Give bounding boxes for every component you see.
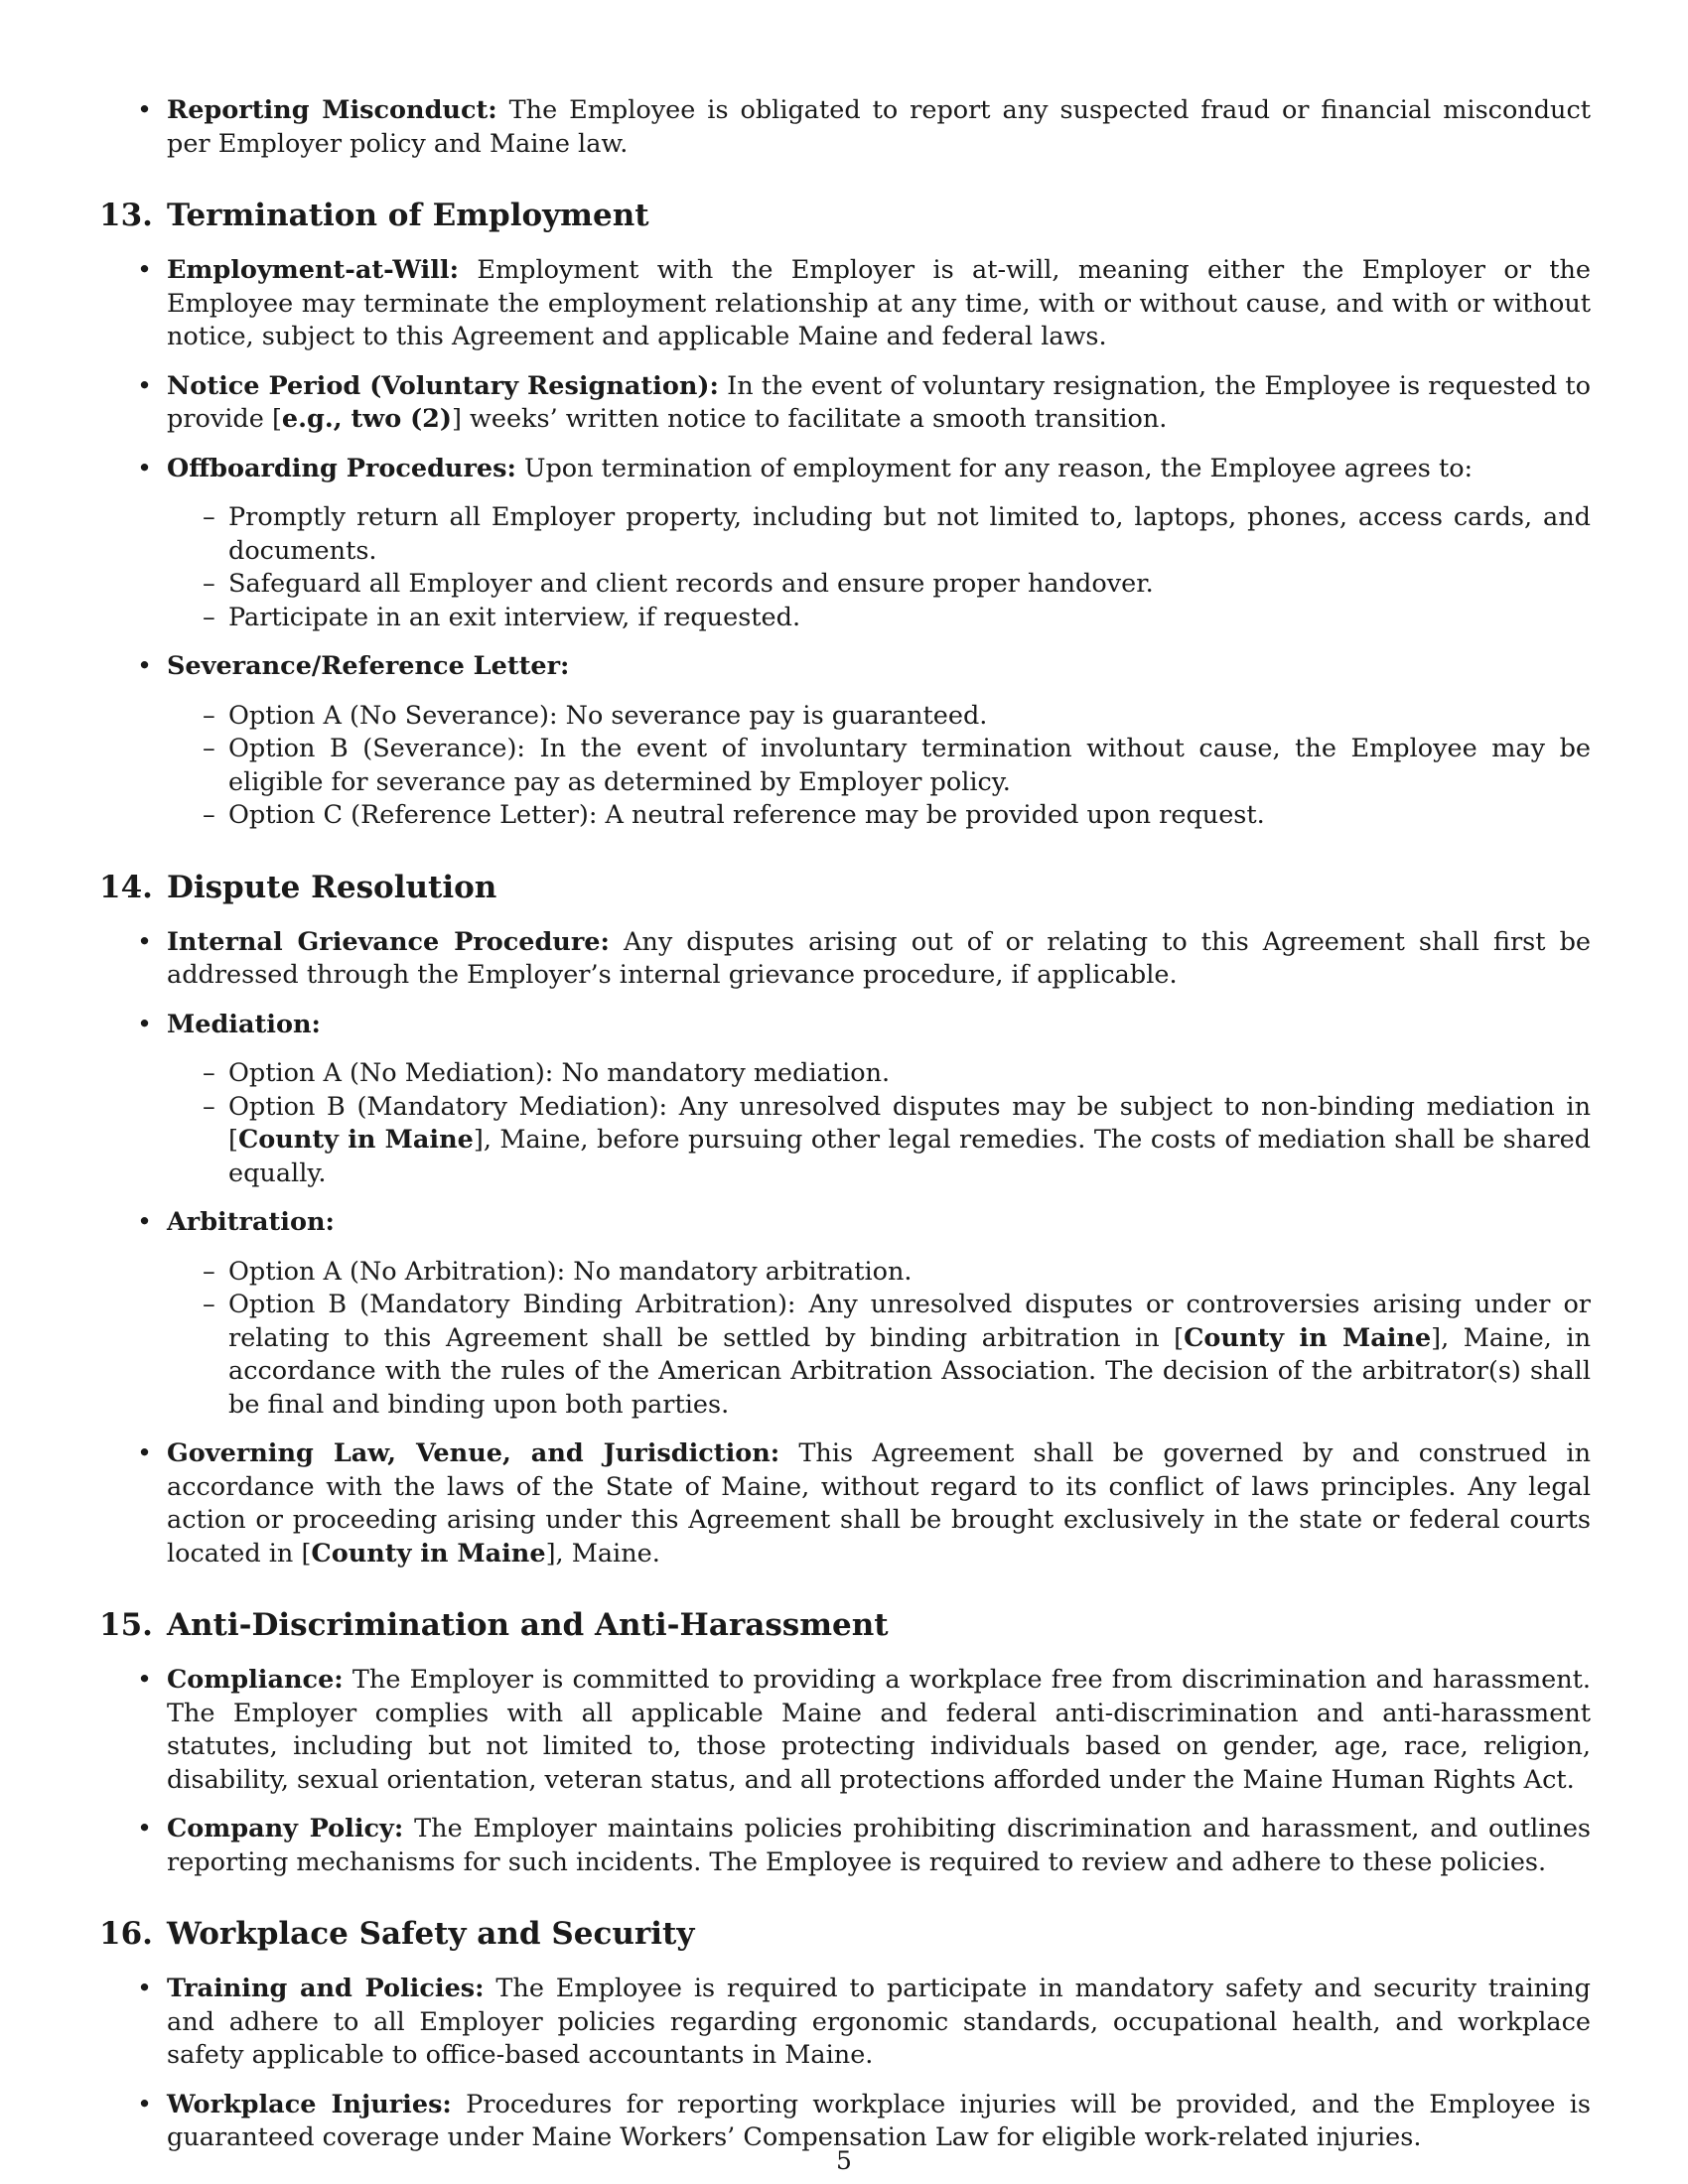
section-15-list	[99, 1664, 1591, 1879]
list-item: – Option C (Reference Letter): A neutral reference may be provided upon request.	[167, 799, 1591, 833]
bullet-reporting-misconduct: • Reporting Misconduct: The Employee is obligated to report any suspected fraud or financial misconduct per Employer policy and Maine law.	[99, 94, 1591, 161]
bullet-employment-at-will: • Employment-at-Will: Employment with the Employer is at-will, meaning either the Employer or the Employee may terminate the employment relationship at any time, with or without cause, and with or without notice, subject to this Agreement and applicable Maine and federal laws.	[99, 254, 1591, 354]
severance-sublist	[167, 700, 1591, 833]
section-16-list	[99, 1973, 1591, 2155]
bullet-notice-period: • Notice Period (Voluntary Resignation): In the event of voluntary resignation, the Employee is requested to provide [e.g., two (2)] weeks’ written notice to facilitate a smooth transition.	[99, 370, 1591, 437]
list-item: – Option A (No Mediation): No mandatory mediation.	[167, 1057, 1591, 1091]
intro-list	[99, 94, 1591, 161]
list-item: – Option B (Mandatory Binding Arbitration): Any unresolved disputes or controversies arising under or relating to this Agreement shall be settled by binding arbitration in [County in Maine], Maine, in accordance with the rules of the American Arbitration Association. The decision of the arbitrator(s) shall be final and binding upon both parties.	[167, 1289, 1591, 1422]
bullet-governing-law: • Governing Law, Venue, and Jurisdiction: This Agreement shall be governed by and construed in accordance with the laws of the State of Maine, without regard to its conflict of laws principles. Any legal action or proceeding arising under this Agreement shall be brought exclusively in the state or federal courts located in [County in Maine], Maine.	[99, 1437, 1591, 1570]
list-item: – Option B (Mandatory Mediation): Any unresolved disputes may be subject to non-binding mediation in [County in Maine], Maine, before pursuing other legal remedies. The costs of mediation shall be shared equally.	[167, 1091, 1591, 1191]
bullet-severance: • Severance/Reference Letter: – Option A (No Severance): No severance pay is guaranteed. – Option B (Severance): In the event of involuntary termination without cause, the Employee may be eligible for severance pay as determined by Employer policy. – Option C (Reference Letter): A neutral reference may be provided upon request.	[99, 650, 1591, 833]
mediation-sublist	[167, 1057, 1591, 1190]
offboarding-sublist	[167, 501, 1591, 634]
list-item: – Option A (No Arbitration): No mandatory arbitration.	[167, 1256, 1591, 1290]
list-item: – Participate in an exit interview, if requested.	[167, 602, 1591, 635]
section-16-heading: 16. Workplace Safety and Security	[99, 1916, 695, 1952]
page-number: 5	[836, 2146, 852, 2175]
arbitration-sublist	[167, 1256, 1591, 1423]
section-13-list	[99, 254, 1591, 833]
bullet-training-policies: • Training and Policies: The Employee is required to participate in mandatory safety and security training and adhere to all Employer policies regarding ergonomic standards, occupational health, and workplace safety applicable to office-based accountants in Maine.	[99, 1973, 1591, 2073]
section-13-heading: 13. Termination of Employment	[99, 198, 649, 233]
section-14-heading: 14. Dispute Resolution	[99, 869, 497, 905]
document-page	[99, 94, 1591, 2152]
bullet-workplace-injuries: • Workplace Injuries: Procedures for reporting workplace injuries will be provided, and the Employee is guaranteed coverage under Maine Workers’ Compensation Law for eligible work-related injuries.	[99, 2089, 1591, 2155]
list-item: – Option B (Severance): In the event of involuntary termination without cause, the Employee may be eligible for severance pay as determined by Employer policy.	[167, 733, 1591, 799]
bullet-mediation: • Mediation: – Option A (No Mediation): No mandatory mediation. – Option B (Mandatory Mediation): Any unresolved disputes may be subject to non-binding mediation in [County in Maine], Maine, before pursuing other legal remedies. The costs of mediation shall be shared equally.	[99, 1009, 1591, 1191]
bullet-offboarding: • Offboarding Procedures: Upon termination of employment for any reason, the Employee agrees to: – Promptly return all Employer property, including but not limited to, laptops, phones, access cards, and documents. – Safeguard all Employer and client records and ensure proper handover. – Participate in an exit interview, if requested.	[99, 453, 1591, 635]
list-item: – Option A (No Severance): No severance pay is guaranteed.	[167, 700, 1591, 734]
bullet-arbitration: • Arbitration: – Option A (No Arbitration): No mandatory arbitration. – Option B (Mandatory Binding Arbitration): Any unresolved disputes or controversies arising under or relating to this Agreement shall be settled by binding arbitration in [County in Maine], Maine, in accordance with the rules of the American Arbitration Association. The decision of the arbitrator(s) shall be final and binding upon both parties.	[99, 1206, 1591, 1422]
bullet-company-policy: • Company Policy: The Employer maintains policies prohibiting discrimination and harassment, and outlines reporting mechanisms for such incidents. The Employee is required to review and adhere to these policies.	[99, 1813, 1591, 1879]
bullet-compliance: • Compliance: The Employer is committed to providing a workplace free from discrimination and harassment. The Employer complies with all applicable Maine and federal anti-discrimination and anti-harassment statutes, including but not limited to, those protecting individuals based on gender, age, race, religion, disability, sexual orientation, veteran status, and all protections afforded under the Maine Human Rights Act.	[99, 1664, 1591, 1797]
section-14-list	[99, 926, 1591, 1571]
list-item: – Safeguard all Employer and client records and ensure proper handover.	[167, 568, 1591, 602]
section-15-heading: 15. Anti-Discrimination and Anti-Harassment	[99, 1607, 889, 1643]
list-item: – Promptly return all Employer property, including but not limited to, laptops, phones, access cards, and documents.	[167, 501, 1591, 568]
bullet-grievance: • Internal Grievance Procedure: Any disputes arising out of or relating to this Agreement shall first be addressed through the Employer’s internal grievance procedure, if applicable.	[99, 926, 1591, 993]
